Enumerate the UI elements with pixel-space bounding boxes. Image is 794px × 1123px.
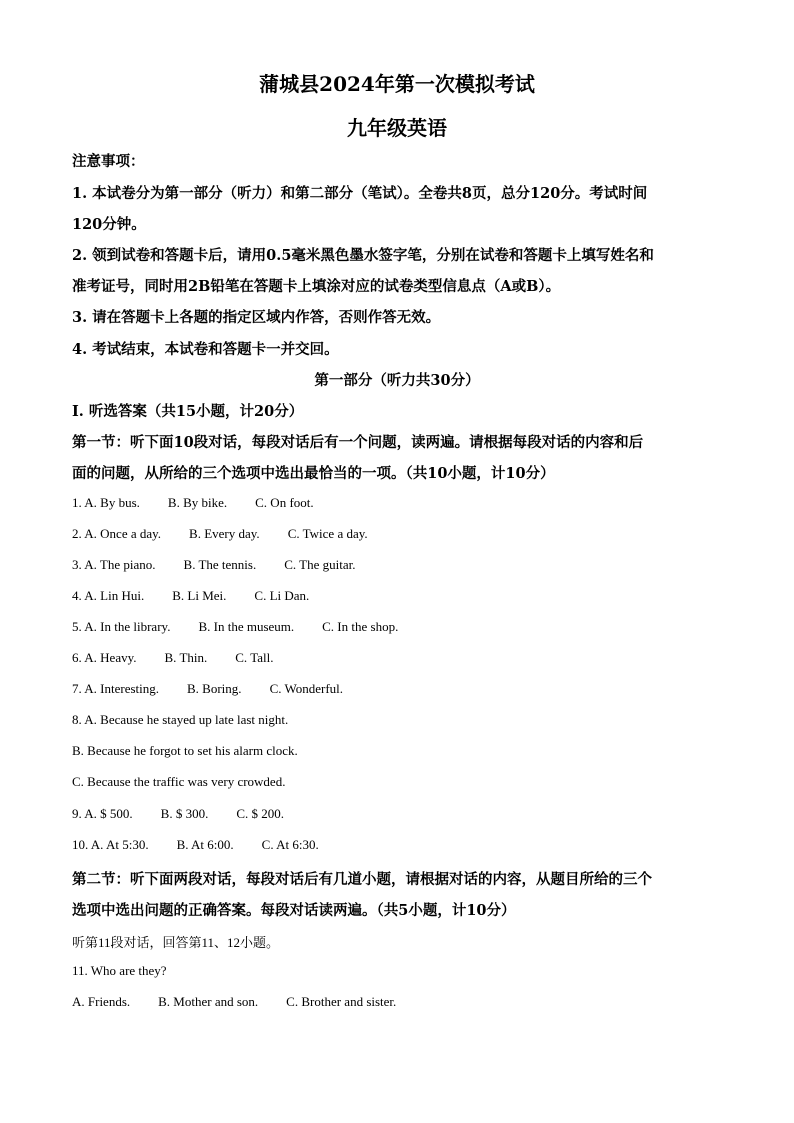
q7-option-a: 7. A. Interesting. [72, 681, 160, 696]
question-10 [72, 837, 722, 853]
q1-option-a: 1. A. By bus. [72, 495, 140, 510]
question-4 [72, 588, 722, 604]
q9-option-c: C. $ 200. [236, 806, 285, 821]
q3-option-b: B. The tennis. [183, 557, 257, 572]
question-8-option-b: B. Because he forgot to set his alarm clock. [72, 743, 298, 758]
part-title: 第一部分（听力共30分） [314, 372, 480, 389]
note-line-5: 3. 请在答题卡上各题的指定区域内作答，否则作答无效。 [72, 309, 441, 326]
question-8-option-a: 8. A. Because he stayed up late last night. [72, 712, 289, 727]
question-11-options [72, 994, 722, 1010]
section1-instruction-1: 第一节：听下面10段对话，每段对话后有一个问题，读两遍。请根据每段对话的内容和后 [72, 434, 644, 451]
q10-option-c: C. At 6:30. [261, 837, 319, 852]
q7-option-c: C. Wonderful. [269, 681, 344, 696]
question-2 [72, 526, 722, 542]
q6-option-c: C. Tall. [235, 650, 274, 665]
q10-option-a: 10. A. At 5:30. [72, 837, 149, 852]
question-6 [72, 650, 722, 666]
note-line-6: 4. 考试结束，本试卷和答题卡一并交回。 [72, 341, 339, 358]
q11-option-b: B. Mother and son. [158, 994, 259, 1009]
section1-instruction-2: 面的问题，从所给的三个选项中选出最恰当的一项。（共10小题，计10分） [72, 465, 555, 482]
q1-option-c: C. On foot. [255, 495, 314, 510]
q9-option-a: 9. A. $ 500. [72, 806, 133, 821]
q6-option-a: 6. A. Heavy. [72, 650, 137, 665]
section2-instruction-2: 选项中选出问题的正确答案。每段对话读两遍。（共5小题，计10分） [72, 902, 516, 919]
exam-subtitle: 九年级英语 [347, 116, 447, 140]
q3-option-c: C. The guitar. [284, 557, 356, 572]
q10-option-b: B. At 6:00. [176, 837, 234, 852]
note-line-3: 2. 领到试卷和答题卡后，请用0.5毫米黑色墨水签字笔，分别在试卷和答题卡上填写姓名和 [72, 247, 654, 264]
note-line-2: 120分钟。 [72, 216, 146, 233]
question-9 [72, 806, 722, 822]
note-line-4: 准考证号，同时用2B铅笔在答题卡上填涂对应的试卷类型信息点（A或B）。 [72, 278, 561, 295]
q4-option-c: C. Li Dan. [254, 588, 310, 603]
q3-option-a: 3. A. The piano. [72, 557, 156, 572]
question-7 [72, 681, 722, 697]
section2-instruction-1: 第二节：听下面两段对话，每段对话后有几道小题，请根据对话的内容，从题目所给的三个 [72, 871, 652, 888]
question-1 [72, 495, 722, 511]
q1-option-b: B. By bike. [167, 495, 228, 510]
q4-option-a: 4. A. Lin Hui. [72, 588, 145, 603]
q2-option-c: C. Twice a day. [287, 526, 368, 541]
dialog-11-note: 听第11段对话，回答第11、12小题。 [72, 935, 280, 950]
q11-option-c: C. Brother and sister. [286, 994, 397, 1009]
exam-title: 蒲城县2024年第一次模拟考试 [259, 72, 535, 96]
q5-option-a: 5. A. In the library. [72, 619, 171, 634]
section-heading: I. 听选答案（共15小题，计20分） [72, 403, 304, 420]
question-5 [72, 619, 722, 635]
notes-heading: 注意事项： [72, 153, 145, 170]
q2-option-a: 2. A. Once a day. [72, 526, 162, 541]
q9-option-b: B. $ 300. [160, 806, 209, 821]
question-3 [72, 557, 722, 573]
note-line-1: 1. 本试卷分为第一部分（听力）和第二部分（笔试）。全卷共8页，总分120分。考试时间 [72, 185, 648, 202]
q2-option-b: B. Every day. [189, 526, 260, 541]
q5-option-b: B. In the museum. [198, 619, 295, 634]
q5-option-c: C. In the shop. [322, 619, 399, 634]
question-11: 11. Who are they? [72, 963, 167, 978]
q6-option-b: B. Thin. [164, 650, 208, 665]
q7-option-b: B. Boring. [187, 681, 242, 696]
q11-option-a: A. Friends. [72, 994, 131, 1009]
question-8-option-c: C. Because the traffic was very crowded. [72, 774, 286, 789]
q4-option-b: B. Li Mei. [172, 588, 227, 603]
